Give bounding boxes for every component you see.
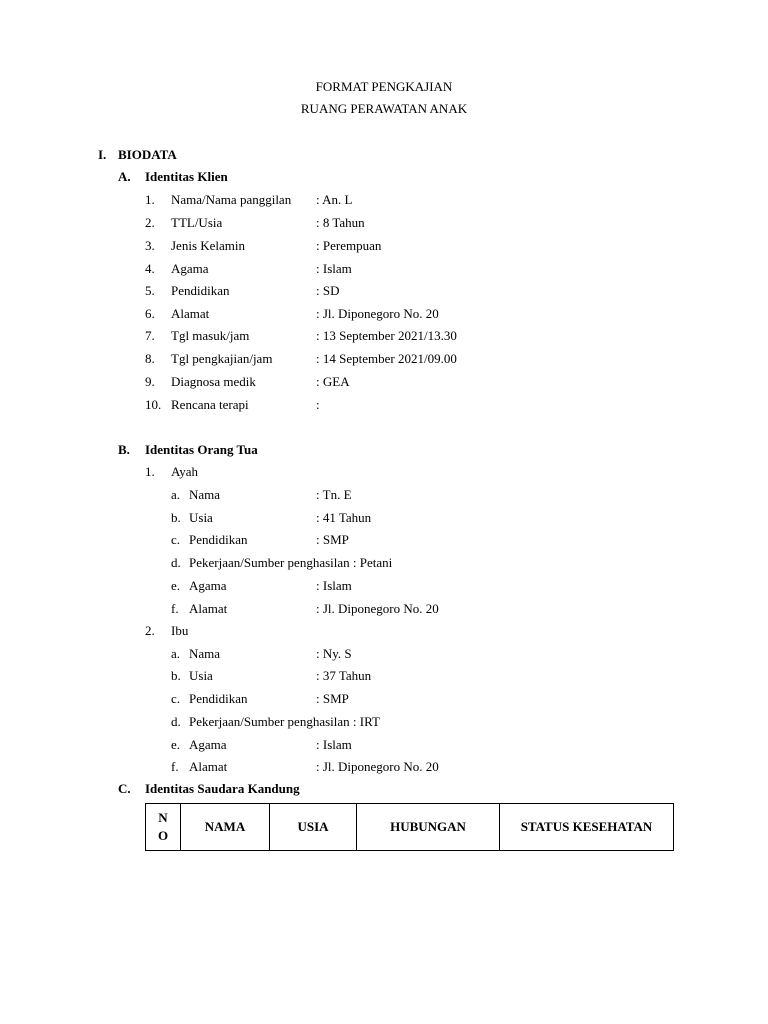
item-letter: d. [171, 555, 181, 570]
item-label: Nama [189, 487, 221, 502]
item-label: Agama [189, 578, 227, 593]
column-header-status-kesehatan: STATUS KESEHATAN [500, 804, 674, 851]
column-header-usia: USIA [270, 804, 357, 851]
item-label: Nama [189, 646, 221, 661]
column-header-no [146, 804, 181, 851]
item-value: : 41 Tahun [316, 510, 372, 525]
section-a-letter: A. [118, 169, 131, 184]
item-label: Alamat [189, 601, 228, 616]
item-value: : Jl. Diponegoro No. 20 [316, 306, 439, 321]
father-heading: Ayah [171, 464, 198, 479]
item-label: Nama/Nama panggilan [171, 192, 292, 207]
siblings-table [145, 803, 674, 851]
section-c-letter: C. [118, 781, 131, 796]
item-value: : Islam [316, 578, 352, 593]
item-letter: e. [171, 578, 181, 593]
section-1-heading: BIODATA [118, 147, 177, 162]
section-a-heading: Identitas Klien [145, 169, 228, 184]
item-label: Tgl pengkajian/jam [171, 351, 273, 366]
item-label: Alamat [189, 759, 228, 774]
item-value: : Tn. E [316, 487, 352, 502]
item-label: Usia [189, 510, 213, 525]
item-label: TTL/Usia [171, 215, 223, 230]
document-title-line2: RUANG PERAWATAN ANAK [300, 101, 468, 116]
table-header-row [146, 804, 674, 851]
item-value: : An. L [316, 192, 353, 207]
item-label: Diagnosa medik [171, 374, 256, 389]
item-letter: c. [171, 691, 181, 706]
item-number: 4. [145, 261, 155, 276]
item-letter: a. [171, 646, 181, 661]
item-number: 6. [145, 306, 155, 321]
item-number: 7. [145, 328, 155, 343]
column-header-no-line2: O [157, 828, 169, 843]
item-letter: f. [171, 759, 179, 774]
mother-number: 2. [145, 623, 155, 638]
item-value: : 14 September 2021/09.00 [316, 351, 457, 366]
item-letter: a. [171, 487, 181, 502]
item-label: Jenis Kelamin [171, 238, 246, 253]
item-value: : 13 September 2021/13.30 [316, 328, 457, 343]
item-letter: e. [171, 737, 181, 752]
item-letter: c. [171, 532, 181, 547]
item-label: Pekerjaan/Sumber penghasilan : Petani [189, 555, 393, 570]
item-value: : SMP [316, 691, 349, 706]
item-value: : SMP [316, 532, 349, 547]
section-b-letter: B. [118, 442, 130, 457]
item-label: Pendidikan [171, 283, 230, 298]
column-header-nama: NAMA [181, 804, 270, 851]
item-number: 1. [145, 192, 155, 207]
item-value: : GEA [316, 374, 350, 389]
item-value: : Islam [316, 737, 352, 752]
item-value: : 37 Tahun [316, 668, 372, 683]
item-label: Pendidikan [189, 691, 248, 706]
item-value: : [316, 397, 320, 412]
item-value: : Islam [316, 261, 352, 276]
item-number: 8. [145, 351, 155, 366]
item-label: Agama [189, 737, 227, 752]
column-header-no-line1: N [158, 810, 168, 825]
item-number: 9. [145, 374, 155, 389]
item-label: Pendidikan [189, 532, 248, 547]
item-label: Pekerjaan/Sumber penghasilan : IRT [189, 714, 380, 729]
mother-heading: Ibu [171, 623, 189, 638]
item-number: 10. [145, 397, 162, 412]
document-title-line1: FORMAT PENGKAJIAN [315, 79, 453, 94]
item-value: : Perempuan [316, 238, 382, 253]
column-header-hubungan: HUBUNGAN [357, 804, 500, 851]
section-c-heading: Identitas Saudara Kandung [145, 781, 300, 796]
item-value: : Ny. S [316, 646, 352, 661]
item-letter: b. [171, 510, 181, 525]
item-number: 2. [145, 215, 155, 230]
section-1-number: I. [98, 147, 107, 162]
item-letter: b. [171, 668, 181, 683]
item-number: 3. [145, 238, 155, 253]
item-label: Rencana terapi [171, 397, 249, 412]
item-value: : Jl. Diponegoro No. 20 [316, 601, 439, 616]
item-number: 5. [145, 283, 155, 298]
item-value: : SD [316, 283, 340, 298]
father-number: 1. [145, 464, 155, 479]
item-label: Alamat [171, 306, 210, 321]
item-letter: f. [171, 601, 179, 616]
item-letter: d. [171, 714, 181, 729]
item-value: : 8 Tahun [316, 215, 365, 230]
item-label: Tgl masuk/jam [171, 328, 250, 343]
section-b-heading: Identitas Orang Tua [145, 442, 258, 457]
item-label: Agama [171, 261, 209, 276]
item-value: : Jl. Diponegoro No. 20 [316, 759, 439, 774]
item-label: Usia [189, 668, 213, 683]
